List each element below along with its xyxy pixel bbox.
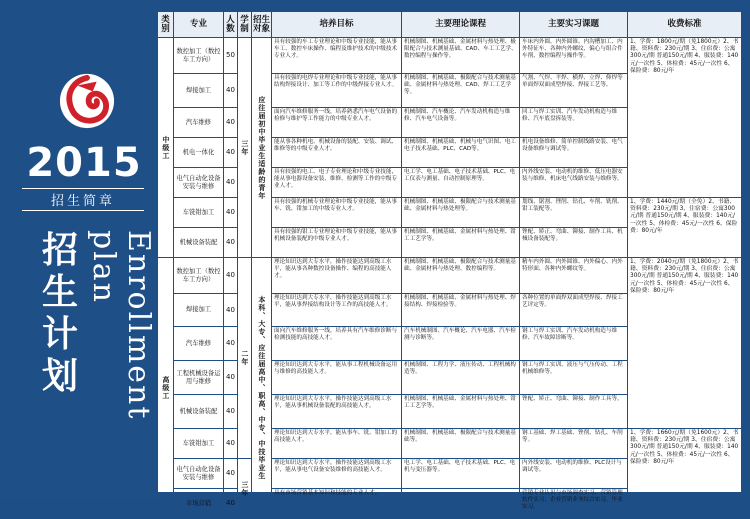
fee-block-2: 1、学费：2040元/期（免1800元）2、书籍、资料费：230元/期 3、住宿费：公寓300元/期 普通150元/期 4、服装费：140元/一次性 5、体检费：45元/一次性 6、保险费：80元/年: [628, 258, 742, 429]
table-header-8: 收费标准: [628, 12, 742, 38]
fee-block-3: 1、学费：1660元/期（免1600元）2、书籍、资料费：230元/期 3、住宿费：公寓300元/期 普通150元/期 4、服装费：140元/一次性 5、体检费：45元/一次性 6、保险费：80元/年: [628, 429, 742, 519]
table-row-goal: 理论知识达到大专水平，操作技能达到高级工水平，能从事焊接结构设计等工作的高技能人才。: [272, 294, 402, 327]
table-row-count: 40: [224, 228, 238, 258]
table-row-major: 机械设备装配: [174, 395, 224, 429]
table-row-theory: 机械制图、机械基础、金属材料与热处理、极限配合与技术测量基础、CAD、车工工艺学、数控编程与操作等。: [402, 38, 520, 74]
table-row-theory: 机械制图、机械基础、机械与电气识图、电工电子技术基础、PLC、CAD等。: [402, 138, 520, 168]
duration-advanced: 二年: [238, 258, 252, 459]
table-row-count: 40: [224, 489, 238, 519]
table-row-count: 40: [224, 74, 238, 108]
poster-left-panel: [0, 0, 160, 500]
table-row-goal: 理论知识达到大专水平，能从事工程机械设备运用与维修的高技能人才。: [272, 361, 402, 395]
table-row-practice: 营销专业认识与市场调查实习、营销管理软件实习、企业营销业务综合实习、毕业实习。: [520, 489, 628, 519]
table-header-0: 类别: [158, 12, 174, 38]
fee-block-1: 1、学费：1440元/期（全免）2、书籍、资料费：230元/期 3、住宿费：公寓300元/期 普通150元/期 4、服装费：140元/一次性 5、体检费：45元/一次性 6、保险费：80元/年: [628, 198, 742, 258]
table-row-count: 50: [224, 38, 238, 74]
table-header-7: 主要实习课题: [520, 12, 628, 38]
table-row-theory: 机械制图、汽车概论、汽车发动机构造与维修、汽车电气设备等。: [402, 108, 520, 138]
table-header-3: 学制: [238, 12, 252, 38]
table-row-major: 焊接加工: [174, 74, 224, 108]
table-row-practice: 钢工基础、焊工基础、锉削、钻孔、车削等。: [520, 429, 628, 459]
table-row-theory: 机械制图、机械基础、极限配合与技术测量基础、金属材料与热处理、数控编程等。: [402, 258, 520, 294]
table-row-practice: 各种位置的单面焊双面成型焊接、焊接工艺评定等。: [520, 294, 628, 327]
poster-title-english: Enrollment plan: [86, 230, 156, 421]
fee-block-0: 1、学费：1800元/期（免1800元）2、书籍、资料费：230元/期 3、住宿费：公寓300元/期 普通150元/期 4、服装费：140元/一次性 5、体检费：45元/一次性 6、保险费：80元/年: [628, 38, 742, 198]
level-advanced: 高级工: [158, 258, 174, 519]
table-row-major: 机电一体化: [174, 138, 224, 168]
table-row-theory: 机械制图、机械基础、金属材料与热处理、钳工工艺学等。: [402, 228, 520, 258]
table-row-goal: 能从事各种机电、机械设备的装配、安装、调试、维修等的中级专业人才。: [272, 138, 402, 168]
table-row-count: 40: [224, 395, 238, 429]
poster-subtitle: 招生简章: [22, 188, 144, 211]
table-row-practice: 机电设备维修、简单控制线路安装、电气设备维修与调试等。: [520, 138, 628, 168]
table-row-major: 数控加工（数控车工方向）: [174, 258, 224, 294]
table-row-goal: 具有较强的钳工专业理论和中级专业技能，能从事机械设备装配的中级专业人才。: [272, 228, 402, 258]
table-row-goal: 理论知识达到大专水平，操作技能达到高级工水平，能从事机械设备装配的高技能人才。: [272, 395, 402, 429]
table-row-major: 电气自动化设备安装与维修: [174, 459, 224, 489]
table-row-theory: 机械制图、机械基础、金属材料与热处理、钳工工艺学等。: [402, 395, 520, 429]
table-row-practice: 钢工与焊工实训、汽车发动机构造与维修、汽车故障诊断等。: [520, 327, 628, 361]
table-row-practice: 内外线安装、电动机的维修、低压电器安装与维修、机床电气线路安装与维修等。: [520, 168, 628, 198]
table-row-theory: 机械制图、机械基础、金属材料与热处理、焊接结构、焊接检验等。: [402, 294, 520, 327]
table-row-goal: 理论知识达到大专水平，能从事车、铣、钳加工的高技能人才。: [272, 429, 402, 459]
table-row-count: 40: [224, 327, 238, 361]
table-row-count: 40: [224, 138, 238, 168]
duration-intermediate: 三年: [238, 38, 252, 258]
table-row-goal: 面向汽车维修服务一线，培养具有汽车维修诊断与检测技能的高技能人才。: [272, 327, 402, 361]
table-row-major: 数控加工（数控车工方向）: [174, 38, 224, 74]
table-header-1: 专业: [174, 12, 224, 38]
table-row-count: 40: [224, 361, 238, 395]
table-row-practice: 锉配、矫正、弯曲、铆接、制作工具、机械设备装配等。: [520, 228, 628, 258]
table-header-4: 招生对象: [252, 12, 272, 38]
table-row-theory: 机械制图、机械基础、极限配合与技术测量基础、金属材料与热处理、CAD、焊工工艺学等。: [402, 74, 520, 108]
table-row-practice: 内外线安装、电动机的维修、PLC设计与调试等。: [520, 459, 628, 489]
table-header-6: 主要理论课程: [402, 12, 520, 38]
enrollment-table: [158, 12, 742, 510]
table-row-practice: 车床内外圆、内外圆锥、内沟槽加工、内外特征车、各种内外螺纹、偏心与组合件车削、数控编程与操作等。: [520, 38, 628, 74]
table-row-practice: 锉配、矫正、弯曲、铆接、制作工具等。: [520, 395, 628, 429]
table-row-major: 电气自动化设备安装与维修: [174, 168, 224, 198]
table-row-count: 40: [224, 168, 238, 198]
table-row-count: 40: [224, 429, 238, 459]
table-row-goal: 理论知识达到大专水平，操作技能达到高级工水平，能从事电气设备安装维修的高技能人才。: [272, 459, 402, 489]
table-row-practice: 回工与焊工实训、汽车发动机构造与维修、汽车底盘拆装等。: [520, 108, 628, 138]
table-row-major: 工程机械设备运用与维修: [174, 361, 224, 395]
table-row-major: 焊接加工: [174, 294, 224, 327]
table-row-goal: 具有较强的机械专业理论和中级专业技能，能从事车、铣、钳加工的中级专业人才。: [272, 198, 402, 228]
table-row-goal: 面向汽车维修服务一线，培养熟悉汽车电气设备的检修与维护等工作能力的中级专业人才。: [272, 108, 402, 138]
table-header-5: 培养目标: [272, 12, 402, 38]
table-row-count: 40: [224, 459, 238, 489]
table-row-major: 汽车维修: [174, 327, 224, 361]
table-header-2: 人数: [224, 12, 238, 38]
table-row-goal: 具有市场营销基本知识和技能的专业人才。: [272, 489, 402, 519]
poster-title: 招生计划: [41, 230, 78, 397]
table-row-theory: 机械制图、机械基础、极限配合与技术测量基础等。: [402, 429, 520, 459]
table-row-goal: 具有较强的车工专业理论和中级专业技能，能从事车工、数控车床操作、编程及维护技术的中级技术专业人才。: [272, 38, 402, 74]
table-row-major: 市场营销: [174, 489, 224, 519]
table-row-count: 40: [224, 108, 238, 138]
table-row-major: 车铣钳加工: [174, 429, 224, 459]
table-row-goal: 理论知识达到大专水平，操作技能达到高级工水平，能从事各种数控设备操作、编程的高技能人才。: [272, 258, 402, 294]
table-row-count: 40: [224, 258, 238, 294]
table-row-count: 40: [224, 198, 238, 228]
table-row-major: 车铣钳加工: [174, 198, 224, 228]
table-row-practice: 精车内外圆、内外圆锥、内外偏心、内外特形面、各种内外螺纹等。: [520, 258, 628, 294]
target-advanced: 本科、大专、应往届高中、职高、中专、中技毕业生: [252, 258, 272, 519]
table-row-major: 机械设备装配: [174, 228, 224, 258]
table-row-theory: 汽车机械制图、汽车概论、汽车电器、汽车检测与诊断等。: [402, 327, 520, 361]
poster-year: 2015: [26, 140, 142, 186]
table-row-major: 汽车维修: [174, 108, 224, 138]
table-row-practice: 划线、锯割、锉削、钻孔、车削、铣削、钳工装配等。: [520, 198, 628, 228]
table-row-theory: 电工学、电工基础、电子技术基础、PLC、电工仪表与测量、自动控制原理等。: [402, 168, 520, 198]
table-row-goal: 具有较强的电工、电子专业理论和中级专业技能，能从事电器设备安装、维修、检测等工作的中级专业人才。: [272, 168, 402, 198]
target-intermediate: 应往届初中毕业生适龄的青年: [252, 38, 272, 258]
table-row-count: 40: [224, 294, 238, 327]
level-intermediate: 中级工: [158, 38, 174, 258]
table-row-theory: 机械制图、机械基础、极限配合与技术测量基础、金属材料与热处理等。: [402, 198, 520, 228]
duration-marketing: 三年: [238, 459, 252, 519]
table-row-theory: [402, 489, 520, 519]
table-row-practice: 钢工与焊工实训、液压与气压传动、工程机械维修等。: [520, 361, 628, 395]
table-row-theory: 电工学、电工基础、电子技术基础、PLC、电机与变压器等。: [402, 459, 520, 489]
school-logo-icon: [58, 72, 116, 130]
table-row-theory: 机械制图、工程力学、液压传动、工程机械构造等。: [402, 361, 520, 395]
table-row-goal: 具有较强的电焊专业理论和中级专业技能，能从事结构焊接设计、加工等工作的中级焊接专业人才。: [272, 74, 402, 108]
table-row-practice: 气割、气焊、平焊、横焊、立焊、仰焊等单面焊双面成型焊接、焊接工艺等。: [520, 74, 628, 108]
